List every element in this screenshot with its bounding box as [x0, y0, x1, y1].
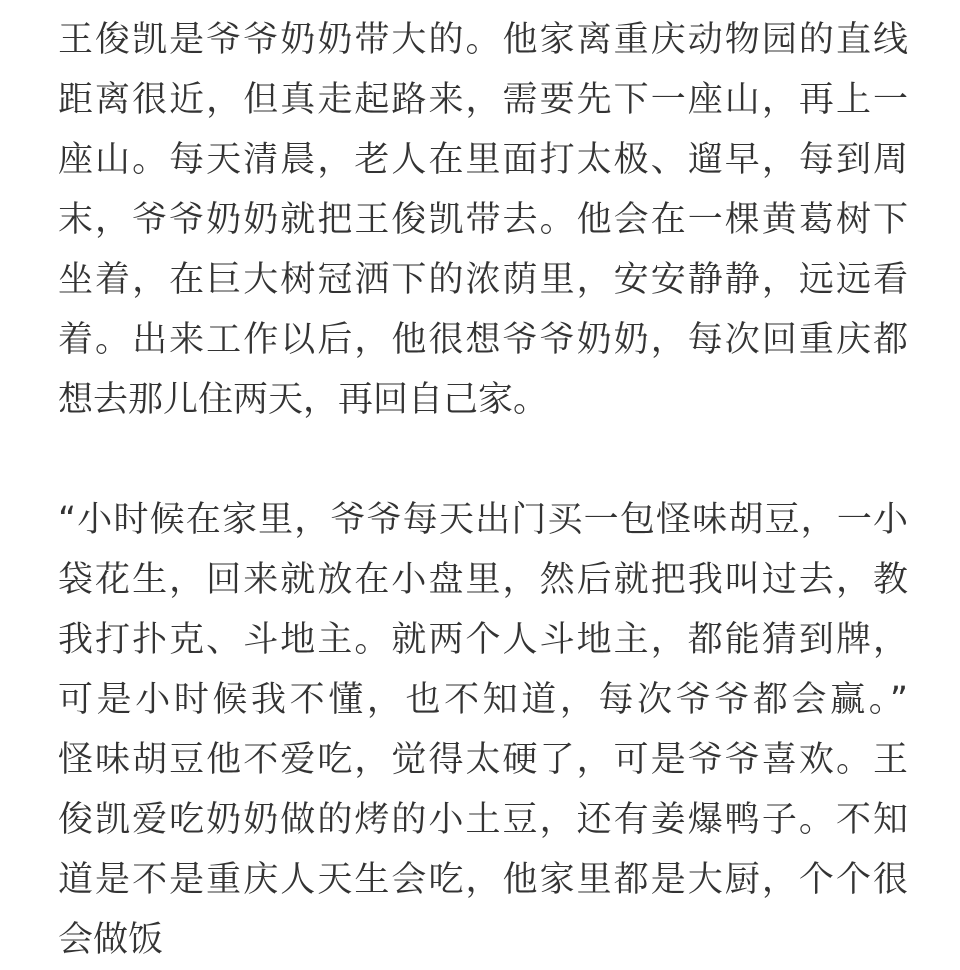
paragraph-2-line: 可是小时候我不懂，也不知道，每次爷爷都会赢。” [58, 680, 908, 720]
paragraph-2-line: “小时候在家里，爷爷每天出门买一包怪味胡豆，一小 [58, 500, 908, 540]
paragraph-2-line: 怪味胡豆他不爱吃，觉得太硬了，可是爷爷喜欢。王 [58, 740, 908, 780]
paragraph-1-line: 距离很近，但真走起路来，需要先下一座山，再上一 [58, 80, 908, 120]
paragraph-1-line: 座山。每天清晨，老人在里面打太极、遛早，每到周 [58, 140, 908, 180]
paragraph-2-line: 道是不是重庆人天生会吃，他家里都是大厨，个个很 [58, 860, 908, 900]
paragraph-1-line: 着。出来工作以后，他很想爷爷奶奶，每次回重庆都 [58, 320, 908, 360]
paragraph-1-line: 坐着，在巨大树冠洒下的浓荫里，安安静静，远远看 [58, 260, 908, 300]
paragraph-2-line: 袋花生，回来就放在小盘里，然后就把我叫过去，教 [58, 560, 908, 600]
paragraph-2-line: 俊凯爱吃奶奶做的烤的小土豆，还有姜爆鸭子。不知 [58, 800, 908, 840]
paragraph-2-line: 我打扑克、斗地主。就两个人斗地主，都能猜到牌， [58, 620, 908, 660]
paragraph-1-line: 想去那儿住两天，再回自己家。 [58, 380, 549, 420]
paragraph-1-line: 王俊凯是爷爷奶奶带大的。他家离重庆动物园的直线 [58, 20, 908, 60]
paragraph-2-line: 会做饭 [58, 920, 164, 960]
paragraph-1-line: 末，爷爷奶奶就把王俊凯带去。他会在一棵黄葛树下 [58, 200, 908, 240]
